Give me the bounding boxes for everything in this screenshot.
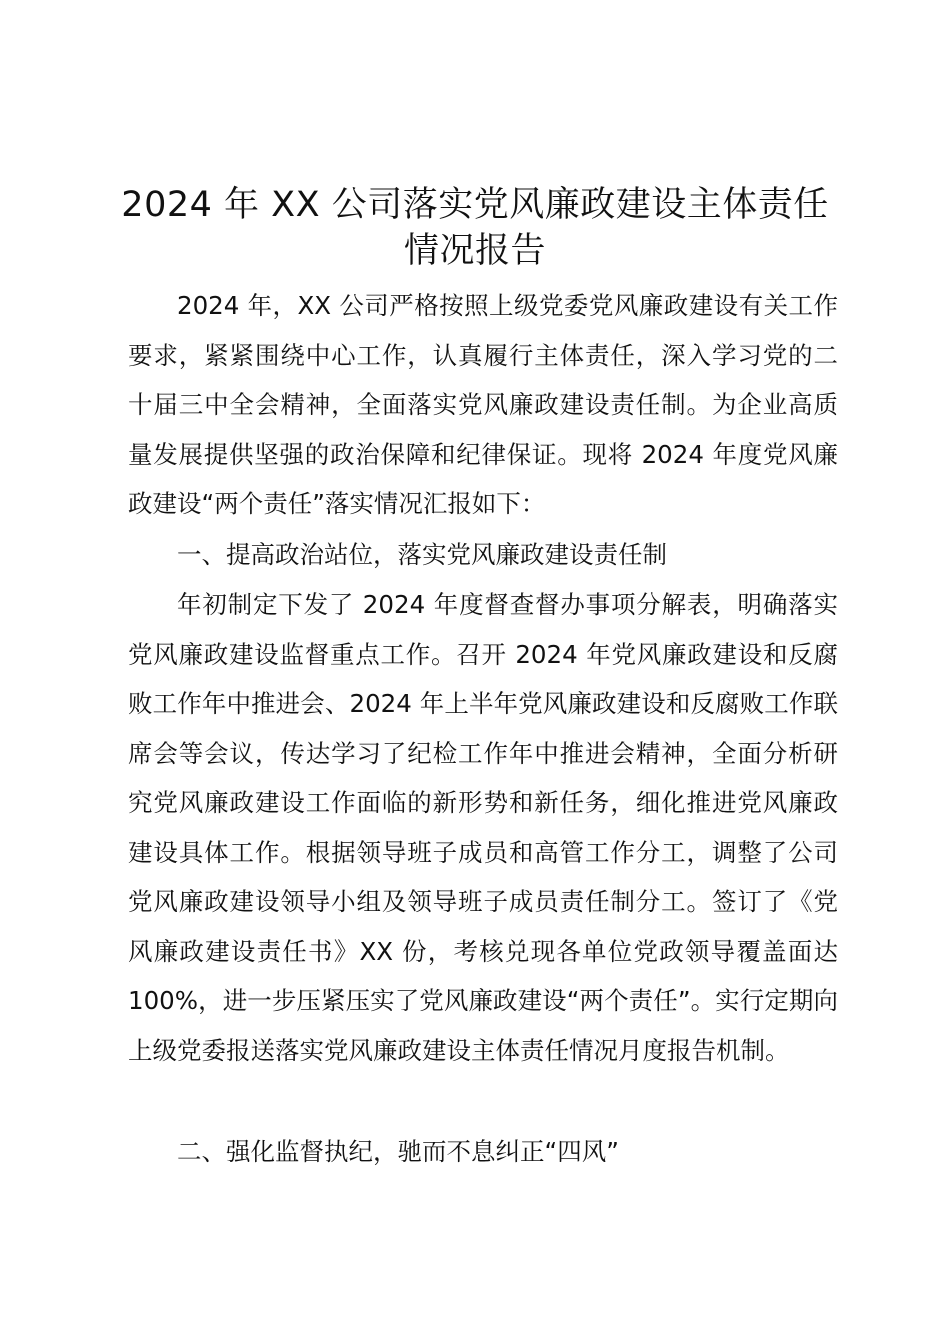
title-line-1: 2024 年 XX 公司落实党风廉政建设主体责任 [121,185,829,225]
section-1-heading: 一、提高政治站位，落实党风廉政建设责任制 [177,540,667,569]
section-2-heading: 二、强化监督执纪，驰而不息纠正“四风” [177,1137,619,1166]
section-1-body: 年初制定下发了 2024 年度督查督办事项分解表，明确落实党风廉政建设监督重点工作。召开 2024 年党风廉政建设和反腐败工作年中推进会、2024 年上半年党风廉政建设和反腐败工作联席会等会议，传达学习了纪检工作年中推进会精神，全面分析研究党风廉政建设工作面临的新形势和新任务，细化推进党风廉政建设具体工作。根据领导班子成员和高管工作分工，调整了公司党风廉政建设领导小组及领导班子成员责任制分工。签订了《党风廉政建设责任书》XX 份，考核兑现各单位党政领导覆盖面达 100%，进一步压紧压实了党风廉政建设“两个责任”。实行定期向上级党委报送落实党风廉政建设主体责任情况月度报告机制。 [128,590,838,1065]
title-line-2: 情况报告 [403,231,546,271]
intro-paragraph: 2024 年，XX 公司严格按照上级党委党风廉政建设有关工作要求，紧紧围绕中心工作，认真履行主体责任，深入学习党的二十届三中全会精神，全面落实党风廉政建设责任制。为企业高质量发展提供坚强的政治保障和纪律保证。现将 2024 年度党风廉政建设“两个责任”落实情况汇报如下： [128,291,838,518]
document-title [80,182,870,274]
